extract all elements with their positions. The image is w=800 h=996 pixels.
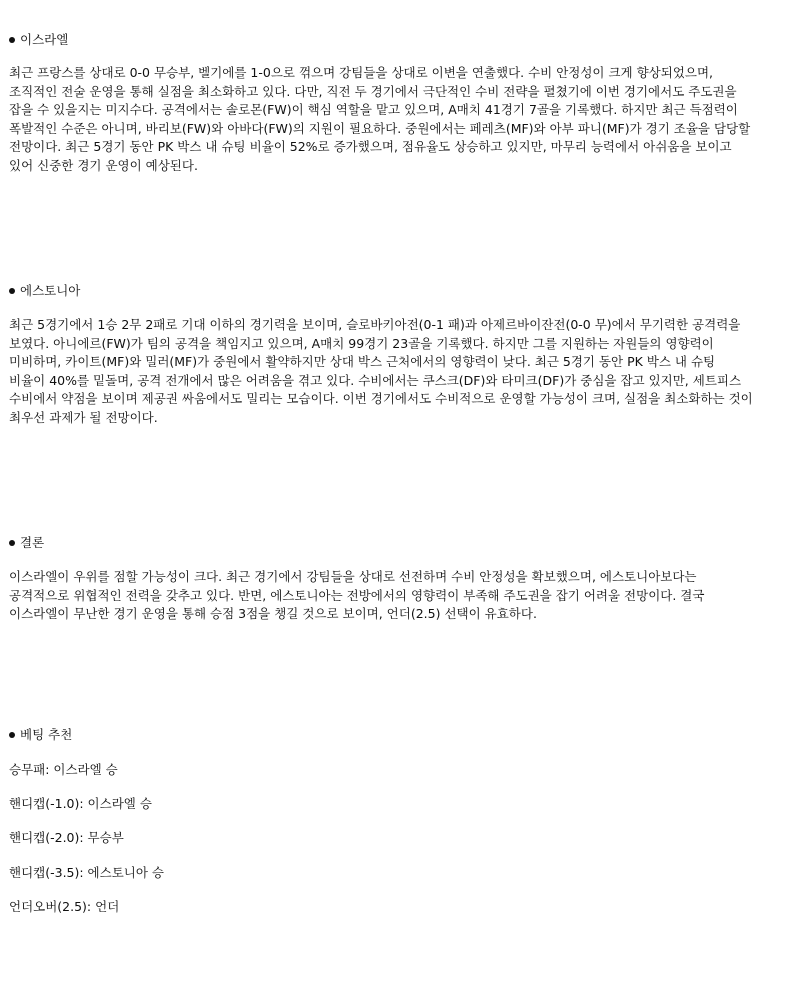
section-heading-estonia [9, 282, 80, 301]
bullet-icon [9, 288, 15, 294]
section-heading-conclusion [9, 534, 44, 553]
bullet-icon [9, 732, 15, 738]
section-title: 결론 [20, 535, 45, 550]
bullet-icon [9, 37, 15, 43]
section-heading-betting [9, 726, 72, 745]
section-title: 에스토니아 [20, 283, 81, 298]
section-heading-israel [9, 31, 68, 50]
betting-item-win-draw-loss: 승무패: 이스라엘 승 [9, 762, 118, 777]
betting-item-handicap-3-5: 핸디캡(-3.5): 에스토니아 승 [9, 865, 164, 880]
section-body-conclusion: 이스라엘이 우위를 점할 가능성이 크다. 최근 경기에서 강팀들을 상대로 선전하며 수비 안정성을 확보했으며, 에스토니아보다는 공격적으로 위협적인 전력을 갖추고 있다. 반면, 에스토니아는 전방에서의 영향력이 부족해 주도권을 잡기 어려울 전망이다. 결국 이스라엘이 무난한 경기 운영을 통해 승점 3점을 챙길 것으로 보이며, 언더(2.5) 선택이 유효하다. [9, 569, 705, 621]
betting-item-under-over: 언더오버(2.5): 언더 [9, 899, 120, 914]
betting-item-handicap-1: 핸디캡(-1.0): 이스라엘 승 [9, 796, 152, 811]
section-body-israel: 최근 프랑스를 상대로 0-0 무승부, 벨기에를 1-0으로 꺾으며 강팀들을 상대로 이변을 연출했다. 수비 안정성이 크게 향상되었으며, 조직적인 전술 운영을 통해 실점을 최소화하고 있다. 다만, 직전 두 경기에서 극단적인 수비 전략을 펼쳤기에 이번 경기에서도 주도권을 잡을 수 있을지는 미지수다. 공격에서는 솔로몬(FW)이 핵심 역할을 맡고 있으며, A매치 41경기 7골을 기록했다. 하지만 최근 득점력이 폭발적인 수준은 아니며, 바리보(FW)와 아바다(FW)의 지원이 필요하다. 중원에서는 페레츠(MF)와 아부 파니(MF)가 경기 조율을 담당할 전망이다. 최근 5경기 동안 PK 박스 내 슈팅 비율이 52%로 증가했으며, 점유율도 상승하고 있지만, 마무리 능력에서 아쉬움을 보이고 있어 신중한 경기 운영이 예상된다. [9, 65, 751, 173]
bullet-icon [9, 540, 15, 546]
section-body-estonia: 최근 5경기에서 1승 2무 2패로 기대 이하의 경기력을 보이며, 슬로바키아전(0-1 패)과 아제르바이잔전(0-0 무)에서 무기력한 공격력을 보였다. 아니에르(FW)가 팀의 공격을 책임지고 있으며, A매치 99경기 23골을 기록했다. 하지만 그를 지원하는 자원들의 영향력이 미비하며, 카이트(MF)와 밀러(MF)가 중원에서 활약하지만 상대 박스 근처에서의 영향력이 낮다. 최근 5경기 동안 PK 박스 내 슈팅 비율이 40%를 밑돌며, 공격 전개에서 많은 어려움을 겪고 있다. 수비에서는 쿠스크(DF)와 타미크(DF)가 중심을 잡고 있지만, 세트피스 수비에서 약점을 보이며 제공권 싸움에서도 밀리는 모습이다. 이번 경기에서도 수비적으로 운영할 가능성이 크며, 실점을 최소화하는 것이 최우선 과제가 될 전망이다. [9, 317, 753, 425]
section-title: 베팅 추천 [20, 727, 73, 742]
section-title: 이스라엘 [20, 32, 69, 47]
betting-item-handicap-2: 핸디캡(-2.0): 무승부 [9, 830, 124, 845]
